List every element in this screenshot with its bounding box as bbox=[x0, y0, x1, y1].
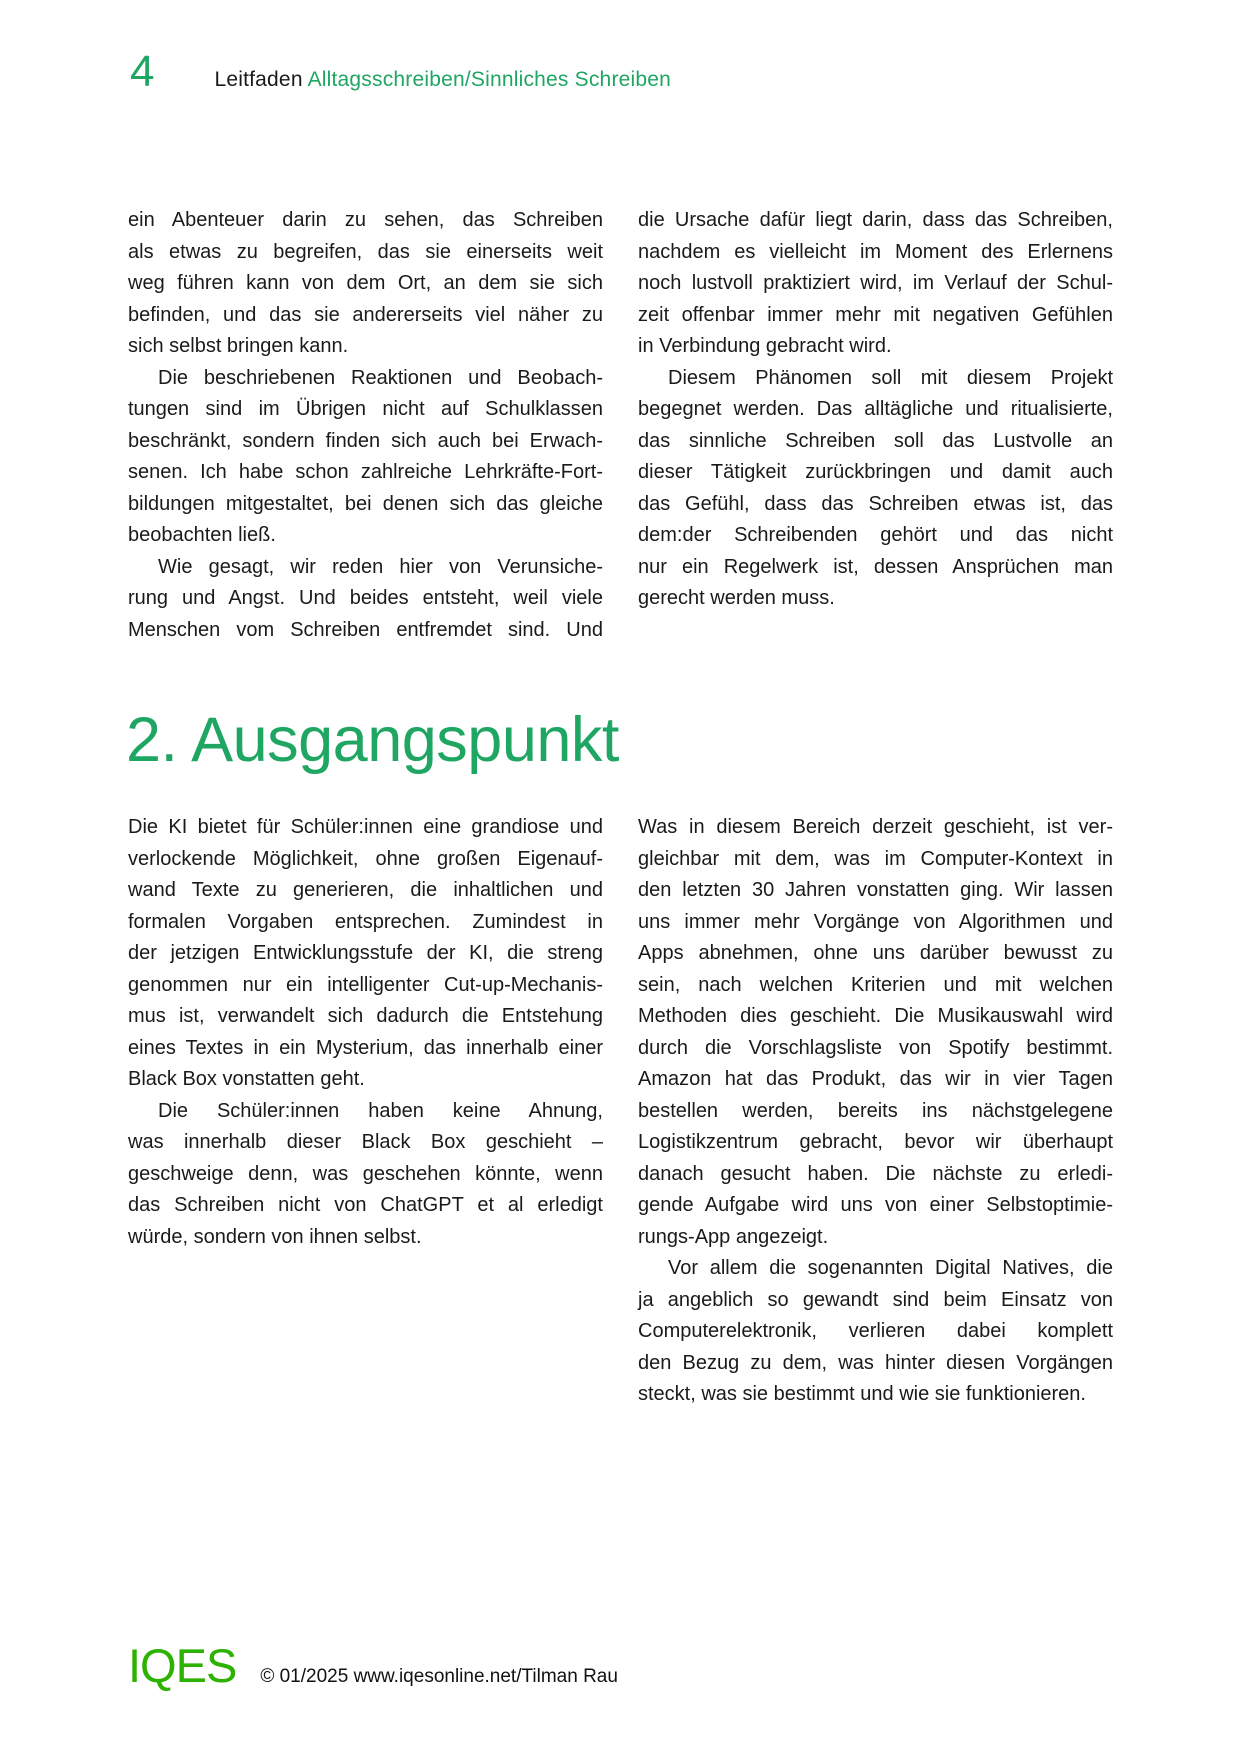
text-line: Die beschriebenen Reaktionen und Beobach- bbox=[158, 366, 603, 389]
text-line: das Gefühl, dass das Schreiben etwas ist, das bbox=[638, 492, 1113, 515]
text-line: Amazon hat das Produkt, das wir in vier Tagen bbox=[638, 1068, 1113, 1090]
text-line: Apps abnehmen, ohne uns darüber bewusst zu bbox=[638, 942, 1113, 964]
text-line: gende Aufgabe wird uns von einer Selbstoptimie- bbox=[638, 1194, 1113, 1216]
text-line: nachdem es vielleicht im Moment des Erlernens bbox=[638, 240, 1113, 263]
intro-column-left bbox=[128, 205, 603, 646]
text-line: das sinnliche Schreiben soll das Lustvolle an bbox=[638, 429, 1113, 452]
section-heading-ausgangspunkt: 2. Ausgangspunkt bbox=[126, 705, 619, 775]
text-line: Die KI bietet für Schüler:innen eine grandiose und bbox=[128, 816, 603, 838]
text-line: den letzten 30 Jahren vonstatten ging. Wir lassen bbox=[638, 879, 1113, 901]
text-line: Wie gesagt, wir reden hier von Verunsiche- bbox=[158, 555, 603, 578]
text-line: Die Schüler:innen haben keine Ahnung, bbox=[158, 1099, 603, 1122]
text-line: Diesem Phänomen soll mit diesem Projekt bbox=[668, 366, 1113, 389]
text-line: steckt, was sie bestimmt und wie sie funktionieren. bbox=[638, 1383, 1086, 1405]
text-line: uns immer mehr Vorgänge von Algorithmen und bbox=[638, 910, 1113, 933]
text-line: ein Abenteuer darin zu sehen, das Schreiben bbox=[128, 209, 603, 231]
intro-column-right bbox=[638, 205, 1113, 646]
ausgangspunkt-column-right bbox=[638, 812, 1113, 1411]
text-line: senen. Ich habe schon zahlreiche Lehrkräfte-Fort- bbox=[128, 461, 603, 483]
text-line: sein, nach welchen Kriterien und mit welchen bbox=[638, 973, 1113, 996]
text-line: die Ursache dafür liegt darin, dass das Schreiben, bbox=[638, 209, 1113, 231]
text-line: Menschen vom Schreiben entfremdet sind. Und bbox=[128, 618, 603, 641]
doc-title-prefix: Leitfaden bbox=[214, 68, 308, 91]
ausgangspunkt-columns bbox=[128, 812, 1113, 1411]
text-line: als etwas zu begreifen, das sie einerseits weit bbox=[128, 240, 603, 263]
text-line: Black Box vonstatten geht. bbox=[128, 1068, 365, 1090]
text-line: mus ist, verwandelt sich dadurch die Entstehung bbox=[128, 1005, 603, 1027]
footer-credit: © 01/2025 www.iqesonline.net/Tilman Rau bbox=[260, 1666, 618, 1687]
text-line: formalen Vorgaben entsprechen. Zumindest in bbox=[128, 910, 603, 933]
page-footer bbox=[128, 1639, 618, 1692]
text-line: verlockende Möglichkeit, ohne großen Eigenauf- bbox=[128, 847, 603, 870]
text-line: Computerelektronik, verlieren dabei komplett bbox=[638, 1320, 1113, 1342]
text-line: rungs-App angezeigt. bbox=[638, 1225, 829, 1248]
text-line: genommen nur ein intelligenter Cut-up-Mechanis- bbox=[128, 973, 603, 996]
text-line: rung und Angst. Und beides entsteht, weil viele bbox=[128, 587, 603, 609]
text-line: danach gesucht haben. Die nächste zu erledi- bbox=[638, 1162, 1113, 1185]
page-number: 4 bbox=[130, 47, 155, 96]
text-line: ja angeblich so gewandt sind beim Einsatz von bbox=[638, 1288, 1113, 1311]
text-line: zeit offenbar immer mehr mit negativen Gefühlen bbox=[638, 303, 1113, 326]
doc-title-highlight: Alltagsschreiben/Sinnliches Schreiben bbox=[307, 68, 672, 91]
iqes-logo: IQES bbox=[128, 1639, 237, 1692]
text-line: beobachten ließ. bbox=[128, 524, 276, 546]
text-line: der jetzigen Entwicklungsstufe der KI, die streng bbox=[128, 942, 603, 964]
text-line: bestellen werden, bereits ins nächstgelegene bbox=[638, 1099, 1113, 1122]
text-line: eines Textes in ein Mysterium, das innerhalb einer bbox=[128, 1036, 603, 1059]
text-line: beschränkt, sondern finden sich auch bei Erwach- bbox=[128, 429, 603, 452]
text-line: nur ein Regelwerk ist, dessen Ansprüchen man bbox=[638, 555, 1113, 578]
text-line: Methoden dies geschieht. Die Musikauswahl wird bbox=[638, 1005, 1113, 1027]
text-line: gleichbar mit dem, was im Computer-Kontext in bbox=[638, 847, 1113, 870]
text-line: Was in diesem Bereich derzeit geschieht, ist ver- bbox=[638, 816, 1113, 838]
text-line: den Bezug zu dem, was hinter diesen Vorgängen bbox=[638, 1351, 1113, 1374]
text-line: noch lustvoll praktiziert wird, im Verlauf der Schul- bbox=[638, 272, 1113, 294]
text-line: befinden, und das sie andererseits viel näher zu bbox=[128, 303, 603, 326]
text-line: das Schreiben nicht von ChatGPT et al erledigt bbox=[128, 1194, 603, 1216]
page-header bbox=[130, 47, 672, 96]
text-line: dem:der Schreibenden gehört und das nicht bbox=[638, 524, 1113, 546]
text-line: begegnet werden. Das alltägliche und ritualisierte, bbox=[638, 398, 1113, 420]
text-line: dieser Tätigkeit zurückbringen und damit auch bbox=[638, 461, 1113, 483]
ausgangspunkt-column-left bbox=[128, 812, 603, 1411]
text-line: tungen sind im Übrigen nicht auf Schulklassen bbox=[128, 398, 603, 420]
doc-title bbox=[214, 68, 671, 92]
text-line: geschweige denn, was geschehen könnte, wenn bbox=[128, 1162, 603, 1185]
text-line: gerecht werden muss. bbox=[638, 587, 835, 609]
text-line: würde, sondern von ihnen selbst. bbox=[128, 1225, 422, 1248]
text-line: wand Texte zu generieren, die inhaltlichen und bbox=[128, 879, 603, 901]
text-line: in Verbindung gebracht wird. bbox=[638, 335, 892, 357]
text-line: durch die Vorschlagsliste von Spotify bestimmt. bbox=[638, 1036, 1113, 1059]
text-line: Vor allem die sogenannten Digital Natives, die bbox=[668, 1257, 1113, 1279]
intro-columns bbox=[128, 205, 1113, 646]
text-line: bildungen mitgestaltet, bei denen sich das gleiche bbox=[128, 492, 603, 515]
text-line: Logistikzentrum gebracht, bevor wir überhaupt bbox=[638, 1131, 1113, 1153]
text-line: sich selbst bringen kann. bbox=[128, 335, 349, 357]
text-line: weg führen kann von dem Ort, an dem sie sich bbox=[128, 272, 603, 294]
text-line: was innerhalb dieser Black Box geschieht – bbox=[128, 1131, 603, 1153]
